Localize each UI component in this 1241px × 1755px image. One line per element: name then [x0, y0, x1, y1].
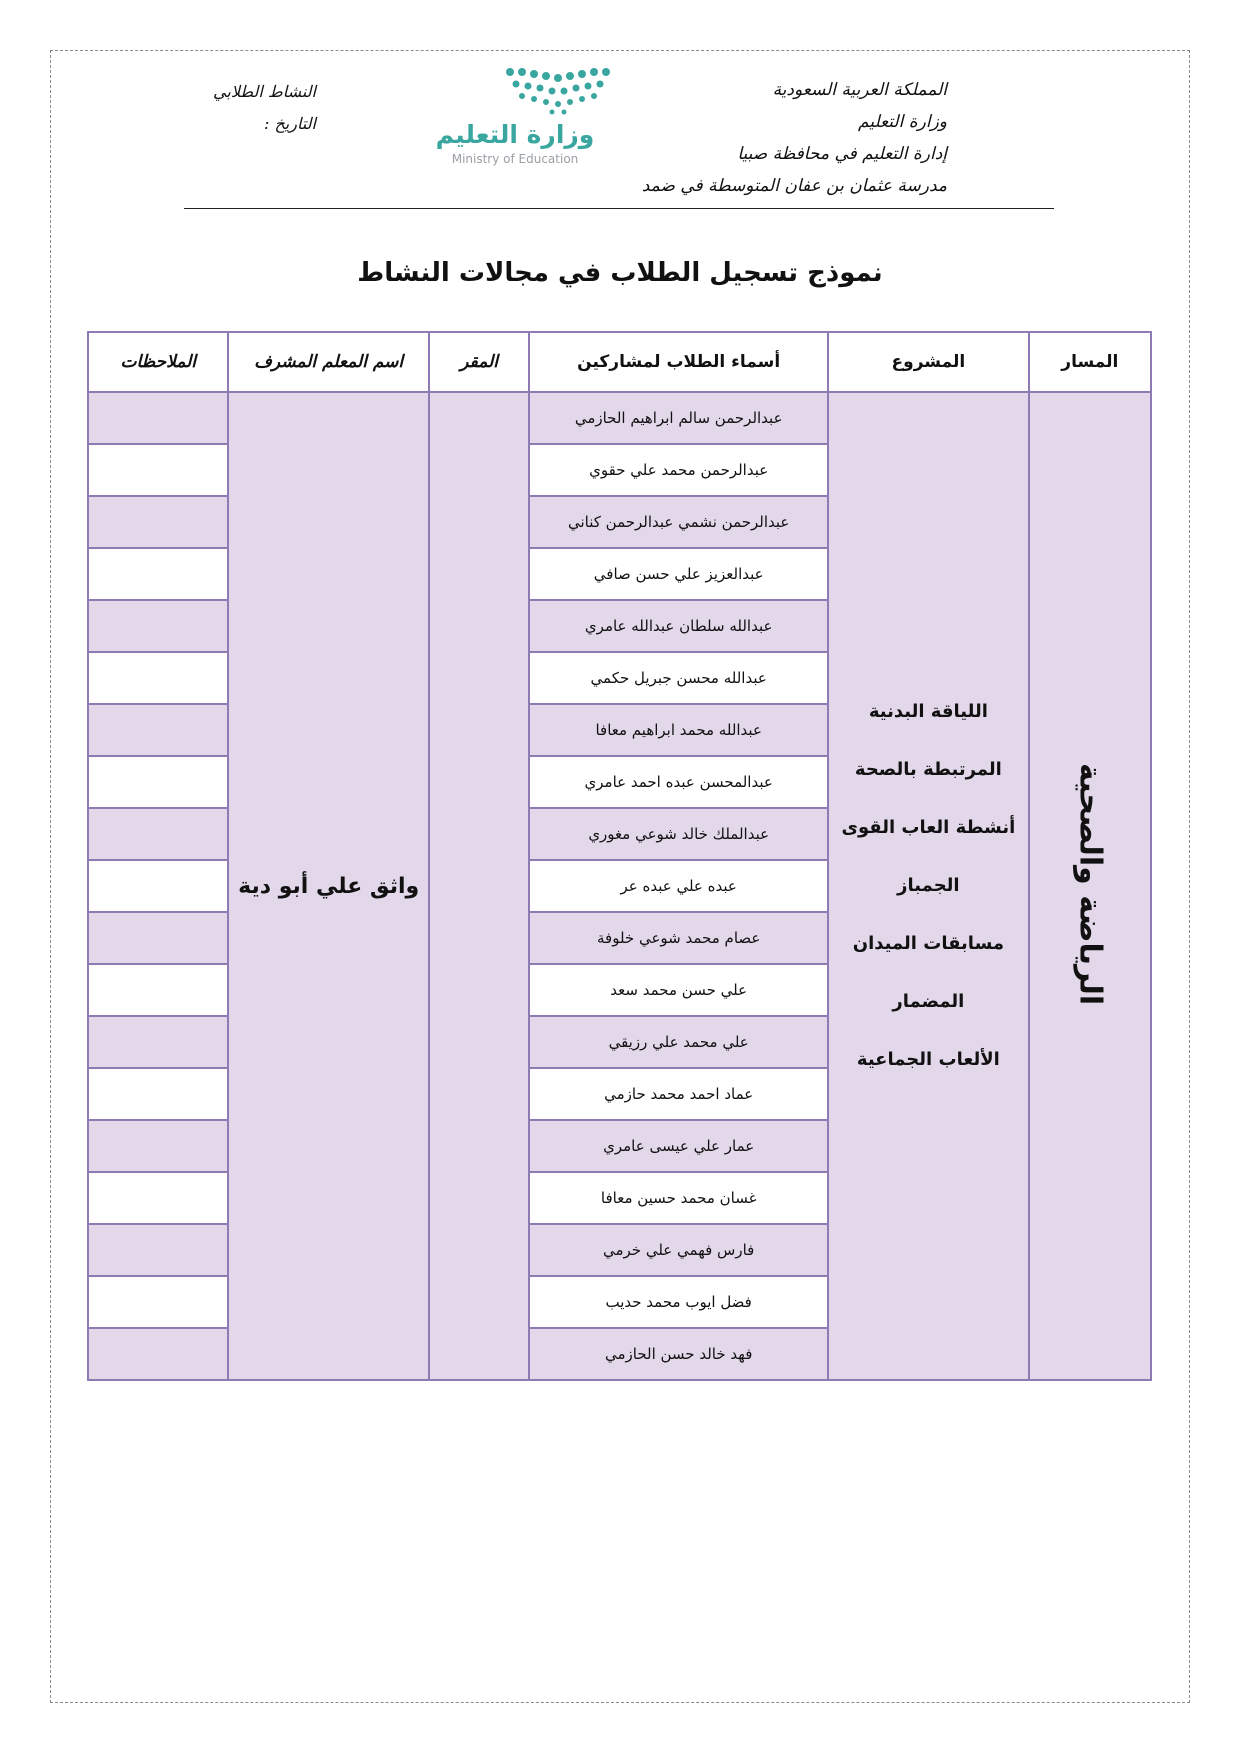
student-name-cell: عصام محمد شوعي خلوفة: [529, 912, 828, 964]
project-item: الألعاب الجماعية: [856, 1049, 1000, 1070]
notes-cell: [88, 496, 228, 548]
header-divider: [184, 208, 1054, 209]
student-name-cell: غسان محمد حسين معافا: [529, 1172, 828, 1224]
notes-cell: [88, 912, 228, 964]
header-education-office: إدارة التعليم في محافظة صبيا: [737, 144, 947, 164]
project-item: أنشطة العاب القوى: [841, 817, 1016, 838]
track-cell: [1029, 392, 1151, 1380]
student-name-cell: عبدالرحمن سالم ابراهيم الحازمي: [529, 392, 828, 444]
header-track: المسار: [1029, 332, 1151, 392]
registration-table: [87, 331, 1152, 1381]
notes-cell: [88, 600, 228, 652]
notes-cell: [88, 1016, 228, 1068]
student-name-cell: عبدالمحسن عبده احمد عامري: [529, 756, 828, 808]
student-name-cell: عبدالله محمد ابراهيم معافا: [529, 704, 828, 756]
student-name-cell: عمار علي عيسى عامري: [529, 1120, 828, 1172]
notes-cell: [88, 964, 228, 1016]
project-cell: [828, 392, 1029, 1380]
table-body: [88, 392, 1151, 1380]
project-item: المرتبطة بالصحة: [854, 759, 1002, 780]
student-name-cell: عبدالملك خالد شوعي مغوري: [529, 808, 828, 860]
student-name-cell: فارس فهمي علي خرمي: [529, 1224, 828, 1276]
notes-cell: [88, 1172, 228, 1224]
header-teacher: اسم المعلم المشرف: [228, 332, 429, 392]
header-activity-block: [186, 76, 316, 140]
student-name-cell: عبدالله محسن جبريل حكمي: [529, 652, 828, 704]
notes-cell: [88, 652, 228, 704]
student-name-cell: عبدالرحمن محمد علي حقوي: [529, 444, 828, 496]
student-name-cell: علي محمد علي رزيقي: [529, 1016, 828, 1068]
form-title: نموذج تسجيل الطلاب في مجالات النشاط: [357, 258, 883, 288]
logo-english-text: Ministry of Education: [451, 152, 579, 166]
notes-cell: [88, 756, 228, 808]
notes-cell: [88, 548, 228, 600]
notes-cell: [88, 1120, 228, 1172]
logo-arabic-text: وزارة التعليم: [435, 120, 595, 149]
header-place: المقر: [429, 332, 529, 392]
notes-cell: [88, 808, 228, 860]
header-kingdom: المملكة العربية السعودية: [772, 80, 947, 100]
teacher-cell: واثق علي أبو دية: [228, 392, 429, 1380]
notes-cell: [88, 1224, 228, 1276]
project-item: الجمباز: [897, 875, 960, 896]
header-students: أسماء الطلاب لمشاركين: [529, 332, 828, 392]
student-name-cell: عماد احمد محمد حازمي: [529, 1068, 828, 1120]
track-label: الرياضة والصحية: [1072, 762, 1108, 1006]
student-name-cell: عبدالرحمن نشمي عبدالرحمن كناني: [529, 496, 828, 548]
header-student-activity: النشاط الطلابي: [213, 82, 316, 101]
place-cell: [429, 392, 529, 1380]
notes-cell: [88, 444, 228, 496]
header-ministry: وزارة التعليم: [858, 112, 947, 132]
table-header-row: [88, 332, 1151, 392]
notes-cell: [88, 704, 228, 756]
notes-cell: [88, 1068, 228, 1120]
notes-cell: [88, 1276, 228, 1328]
ministry-logo: [430, 62, 650, 172]
student-name-cell: علي حسن محمد سعد: [529, 964, 828, 1016]
project-item: مسابقات الميدان: [852, 933, 1005, 954]
student-name-cell: عبدالعزيز علي حسن صافي: [529, 548, 828, 600]
student-name-cell: فضل ايوب محمد حديب: [529, 1276, 828, 1328]
table-row: [88, 392, 1151, 444]
ministry-of-education-logo-icon: [430, 62, 650, 118]
header-notes: الملاحظات: [88, 332, 228, 392]
header-project: المشروع: [828, 332, 1029, 392]
student-name-cell: فهد خالد حسن الحازمي: [529, 1328, 828, 1380]
project-item: المضمار: [892, 991, 965, 1012]
notes-cell: [88, 392, 228, 444]
notes-cell: [88, 1328, 228, 1380]
header-date-label: التاريخ :: [263, 114, 316, 133]
notes-cell: [88, 860, 228, 912]
project-item: اللياقة البدنية: [868, 701, 988, 722]
header-school-name: مدرسة عثمان بن عفان المتوسطة في ضمد: [641, 176, 947, 196]
student-name-cell: عبده علي عبده عر: [529, 860, 828, 912]
student-name-cell: عبدالله سلطان عبدالله عامري: [529, 600, 828, 652]
